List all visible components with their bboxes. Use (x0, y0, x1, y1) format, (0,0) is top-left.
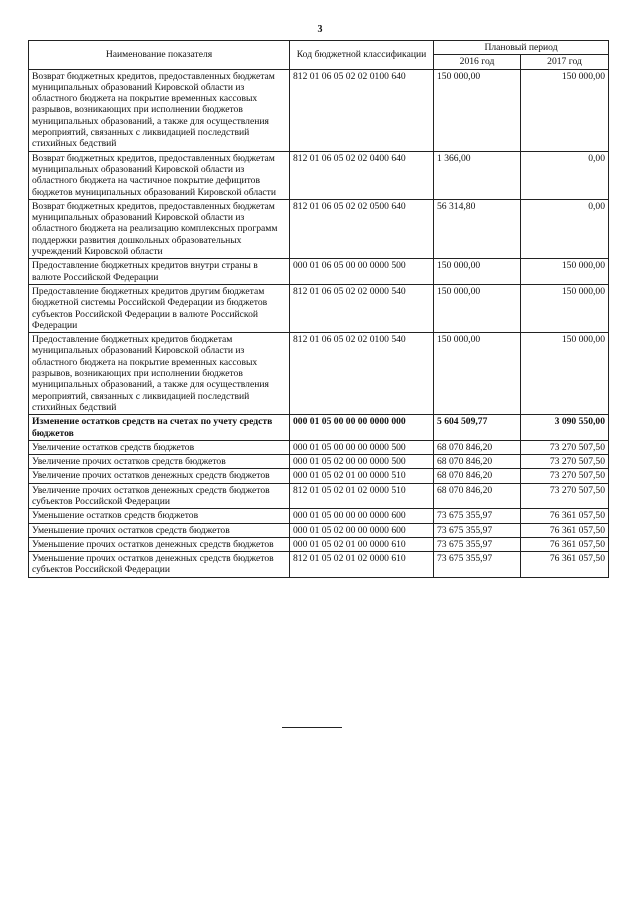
cell-indicator-name: Уменьшение прочих остатков денежных средств бюджетов субъектов Российской Федерации (29, 552, 290, 578)
cell-indicator-name: Уменьшение прочих остатков средств бюджетов (29, 523, 290, 537)
header-year-2017: 2017 год (521, 55, 609, 69)
table-row (29, 69, 609, 151)
table-row (29, 284, 609, 332)
cell-budget-code: 000 01 05 02 00 00 0000 600 (290, 523, 434, 537)
cell-value-2017: 73 270 507,50 (521, 455, 609, 469)
cell-budget-code: 812 01 06 05 02 02 0000 540 (290, 284, 434, 332)
header-indicator-name: Наименование показателя (29, 41, 290, 70)
cell-indicator-name: Увеличение остатков средств бюджетов (29, 440, 290, 454)
table-row (29, 259, 609, 285)
cell-budget-code: 812 01 06 05 02 02 0100 640 (290, 69, 434, 151)
cell-budget-code: 812 01 05 02 01 02 0000 510 (290, 483, 434, 509)
cell-value-2017: 0,00 (521, 199, 609, 258)
table-row (29, 552, 609, 578)
cell-value-2017: 76 361 057,50 (521, 523, 609, 537)
cell-value-2017: 150 000,00 (521, 69, 609, 151)
cell-indicator-name: Возврат бюджетных кредитов, предоставленных бюджетам муниципальных образований Кировской области из областного бюджета на частичное покрытие дефицитов бюджетов муниципальных образований Кировской области (29, 151, 290, 199)
cell-value-2017: 3 090 550,00 (521, 415, 609, 441)
budget-table (28, 40, 609, 578)
cell-budget-code: 000 01 05 02 01 00 0000 510 (290, 469, 434, 483)
cell-indicator-name: Уменьшение остатков средств бюджетов (29, 509, 290, 523)
cell-budget-code: 000 01 05 02 00 00 0000 500 (290, 455, 434, 469)
cell-indicator-name: Возврат бюджетных кредитов, предоставленных бюджетам муниципальных образований Кировской области из областного бюджета на реализацию комплексных программ поддержки развития дошкольных образовательных учреждений Кировской области (29, 199, 290, 258)
cell-indicator-name: Увеличение прочих остатков денежных средств бюджетов (29, 469, 290, 483)
cell-indicator-name: Уменьшение прочих остатков денежных средств бюджетов (29, 537, 290, 551)
table-row (29, 333, 609, 415)
cell-budget-code: 000 01 06 05 00 00 0000 500 (290, 259, 434, 285)
table-row (29, 509, 609, 523)
cell-value-2017: 76 361 057,50 (521, 509, 609, 523)
table-row (29, 455, 609, 469)
cell-value-2017: 73 270 507,50 (521, 483, 609, 509)
cell-value-2016: 73 675 355,97 (434, 537, 521, 551)
header-budget-code: Код бюджетной классификации (290, 41, 434, 70)
cell-indicator-name: Предоставление бюджетных кредитов другим бюджетам бюджетной системы Российской Федерации из бюджетов субъектов Российской Федерации в валюте Российской Федерации (29, 284, 290, 332)
table-row (29, 469, 609, 483)
cell-value-2017: 0,00 (521, 151, 609, 199)
cell-value-2016: 68 070 846,20 (434, 455, 521, 469)
cell-value-2016: 68 070 846,20 (434, 469, 521, 483)
cell-value-2017: 76 361 057,50 (521, 552, 609, 578)
cell-value-2017: 150 000,00 (521, 333, 609, 415)
cell-budget-code: 812 01 06 05 02 02 0100 540 (290, 333, 434, 415)
page-number: 3 (317, 24, 323, 35)
cell-budget-code: 000 01 05 02 01 00 0000 610 (290, 537, 434, 551)
cell-value-2016: 73 675 355,97 (434, 523, 521, 537)
table-row (29, 415, 609, 441)
cell-budget-code: 812 01 05 02 01 02 0000 610 (290, 552, 434, 578)
cell-indicator-name: Увеличение прочих остатков денежных средств бюджетов субъектов Российской Федерации (29, 483, 290, 509)
table-row (29, 483, 609, 509)
cell-value-2016: 73 675 355,97 (434, 552, 521, 578)
table-header (29, 41, 609, 70)
cell-budget-code: 812 01 06 05 02 02 0400 640 (290, 151, 434, 199)
table-row (29, 537, 609, 551)
cell-indicator-name: Возврат бюджетных кредитов, предоставленных бюджетам муниципальных образований Кировской области из областного бюджета на покрытие временных кассовых разрывов, возникающих при исполнении бюджетов муниципальных образований, а также для осуществления мероприятий, связанных с ликвидацией последствий стихийных бедствий (29, 69, 290, 151)
cell-value-2016: 150 000,00 (434, 69, 521, 151)
cell-value-2016: 56 314,80 (434, 199, 521, 258)
cell-indicator-name: Увеличение прочих остатков средств бюджетов (29, 455, 290, 469)
table-row (29, 440, 609, 454)
table-row (29, 151, 609, 199)
cell-value-2016: 68 070 846,20 (434, 483, 521, 509)
cell-budget-code: 000 01 05 00 00 00 0000 600 (290, 509, 434, 523)
cell-budget-code: 000 01 05 00 00 00 0000 500 (290, 440, 434, 454)
table-row (29, 199, 609, 258)
cell-value-2016: 1 366,00 (434, 151, 521, 199)
cell-value-2017: 150 000,00 (521, 259, 609, 285)
cell-value-2016: 150 000,00 (434, 259, 521, 285)
cell-budget-code: 812 01 06 05 02 02 0500 640 (290, 199, 434, 258)
cell-value-2017: 73 270 507,50 (521, 440, 609, 454)
cell-indicator-name: Предоставление бюджетных кредитов бюджетам муниципальных образований Кировской области из областного бюджета на покрытие временных кассовых разрывов, возникающих при исполнении бюджетов муниципальных образований, а также для осуществления мероприятий, связанных с ликвидацией последствий стихийных бедствий (29, 333, 290, 415)
cell-value-2016: 150 000,00 (434, 284, 521, 332)
cell-indicator-name: Предоставление бюджетных кредитов внутри страны в валюте Российской Федерации (29, 259, 290, 285)
cell-value-2017: 76 361 057,50 (521, 537, 609, 551)
cell-value-2016: 68 070 846,20 (434, 440, 521, 454)
cell-budget-code: 000 01 05 00 00 00 0000 000 (290, 415, 434, 441)
closing-rule (282, 727, 342, 728)
header-year-2016: 2016 год (434, 55, 521, 69)
cell-value-2017: 150 000,00 (521, 284, 609, 332)
cell-value-2016: 73 675 355,97 (434, 509, 521, 523)
table-row (29, 523, 609, 537)
cell-value-2016: 150 000,00 (434, 333, 521, 415)
header-planning-period: Плановый период (434, 41, 609, 55)
table-body (29, 69, 609, 577)
cell-value-2017: 73 270 507,50 (521, 469, 609, 483)
cell-value-2016: 5 604 509,77 (434, 415, 521, 441)
cell-indicator-name: Изменение остатков средств на счетах по учету средств бюджетов (29, 415, 290, 441)
